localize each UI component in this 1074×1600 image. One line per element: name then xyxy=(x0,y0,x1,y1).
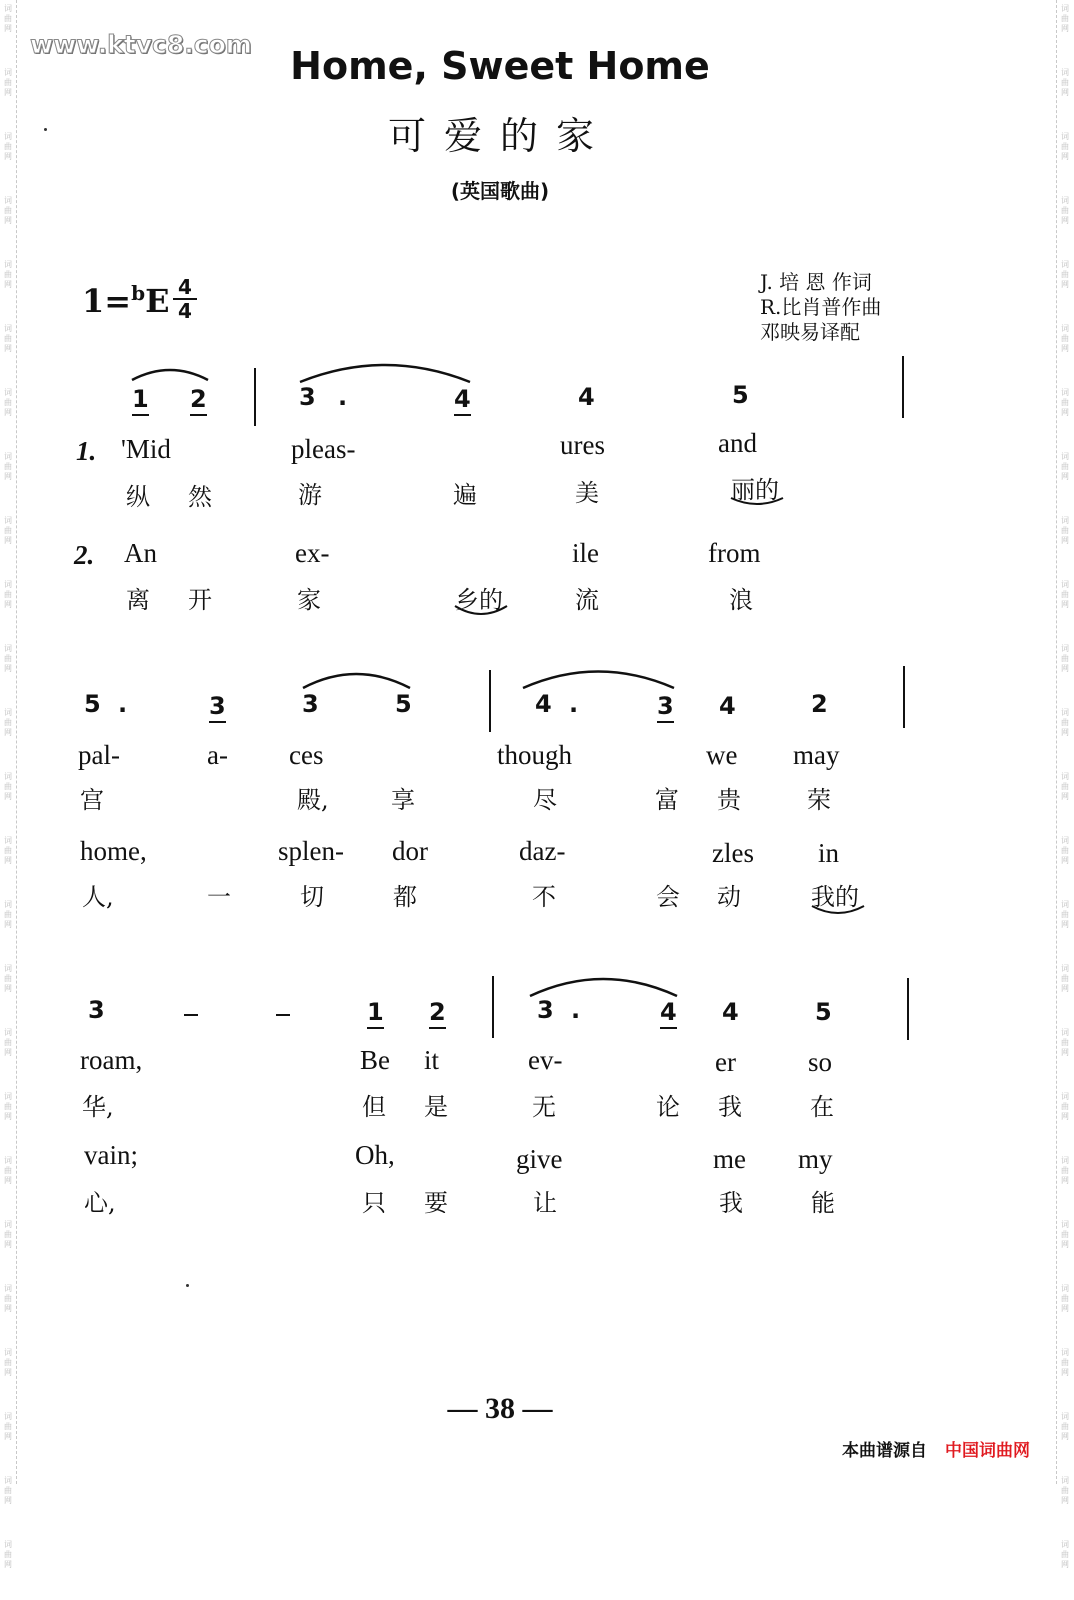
side-watermark-text: 词 曲 网 xyxy=(4,388,12,417)
note: 3 xyxy=(657,692,674,723)
side-watermark-text: 词 曲 网 xyxy=(1061,836,1069,865)
side-watermark-text: 词 曲 网 xyxy=(4,1284,12,1313)
composer-credit: R.比肖普作曲 xyxy=(760,295,882,319)
lyric: splen- xyxy=(278,836,344,866)
note: 4 xyxy=(535,690,552,718)
lyric: 离 xyxy=(126,586,150,614)
side-watermark-text: 词 曲 网 xyxy=(1061,196,1069,225)
side-watermark-text: 词 曲 网 xyxy=(4,1028,12,1057)
lyric: ile xyxy=(572,538,599,568)
side-watermark-text: 词 曲 网 xyxy=(1061,1476,1069,1505)
lyric: ures xyxy=(560,430,605,460)
lyric: 享 xyxy=(391,786,415,814)
lyric: 美 xyxy=(575,479,599,507)
lyric: though xyxy=(497,740,573,770)
dotted-note-dot: . xyxy=(569,690,579,718)
slur xyxy=(530,979,677,996)
verse-number: 2. xyxy=(74,540,95,570)
lyric: 动 xyxy=(717,883,741,911)
side-watermark-text: 词 曲 网 xyxy=(1061,260,1069,289)
lyric: 游 xyxy=(298,481,322,509)
lyric: 让 xyxy=(533,1189,557,1217)
note: 3 xyxy=(537,996,554,1024)
side-watermark-text: 词 曲 网 xyxy=(1061,1220,1069,1249)
note: 5 xyxy=(84,690,101,718)
lyric: ces xyxy=(289,740,324,770)
lyric: dor xyxy=(392,836,428,866)
side-watermark-text: 词 曲 网 xyxy=(4,1476,12,1505)
lyric: my xyxy=(798,1144,833,1174)
lyric: pleas- xyxy=(291,434,356,464)
lyric: ex- xyxy=(295,538,330,568)
lyric: 'Mid xyxy=(121,434,171,464)
lyric: 贵 xyxy=(717,786,741,814)
side-watermark-text: 词 曲 网 xyxy=(1061,68,1069,97)
lyric: 只 xyxy=(362,1189,386,1217)
print-speck xyxy=(44,128,47,131)
lyric: vain; xyxy=(84,1140,138,1170)
side-watermark-text: 词 曲 网 xyxy=(1061,516,1069,545)
lyric: 在 xyxy=(810,1093,834,1121)
slur xyxy=(300,365,470,382)
note: 1 xyxy=(367,998,384,1029)
lyric: 心, xyxy=(84,1189,116,1217)
side-watermark-text: 词 曲 网 xyxy=(4,1220,12,1249)
side-watermark-text: 词 曲 网 xyxy=(4,964,12,993)
barline xyxy=(907,978,909,1040)
side-watermark-text: 词 曲 网 xyxy=(1061,4,1069,33)
lyric: daz- xyxy=(519,836,566,866)
lyric: 但 xyxy=(362,1093,386,1121)
lyric: 我 xyxy=(718,1093,742,1121)
lyric: 无 xyxy=(532,1093,556,1121)
dotted-note-dot: . xyxy=(118,690,128,718)
lyric: 遍 xyxy=(453,481,477,509)
barline xyxy=(902,356,904,418)
lyric: 要 xyxy=(424,1189,448,1217)
side-watermark-text: 词 曲 网 xyxy=(1061,772,1069,801)
lyric: roam, xyxy=(80,1045,143,1075)
lyric: 都 xyxy=(393,883,417,911)
note: 1 xyxy=(132,385,149,416)
lyric: 是 xyxy=(424,1093,448,1121)
lyric: 纵 xyxy=(126,483,150,511)
lyric: so xyxy=(808,1047,833,1077)
translator-credit: 邓映易译配 xyxy=(760,320,860,344)
lyric: 能 xyxy=(811,1189,835,1217)
verse-number: 1. xyxy=(76,436,97,466)
lyric: 家 xyxy=(297,586,321,614)
note: 3 xyxy=(299,383,316,411)
side-watermark-text: 词 曲 网 xyxy=(4,644,12,673)
slur xyxy=(303,674,410,688)
song-title-chinese: 可爱的家 xyxy=(387,114,612,158)
key-signature: 1=$^b$E xyxy=(82,281,170,320)
lyricist-credit: J. 培 恩 作词 xyxy=(760,270,872,294)
side-watermark-text: 词 曲 网 xyxy=(4,4,12,33)
page-number: — 38 — xyxy=(447,1392,553,1425)
lyric: er xyxy=(715,1047,736,1077)
side-watermark-text: 词 曲 网 xyxy=(4,1540,12,1569)
source-credit xyxy=(842,1436,1030,1461)
lyric: Oh, xyxy=(355,1140,395,1170)
lyric: 华, xyxy=(82,1093,114,1121)
source-site-link[interactable]: 中国词曲网 xyxy=(945,1441,1030,1461)
side-watermark-text: 词 曲 网 xyxy=(4,196,12,225)
lyric: me xyxy=(713,1144,746,1174)
lyric: 会 xyxy=(656,883,680,911)
side-watermark-text: 词 曲 网 xyxy=(4,708,12,737)
lyric: 浪 xyxy=(729,586,753,614)
lyric: it xyxy=(424,1045,440,1075)
lyric: pal- xyxy=(78,740,120,770)
note: 5 xyxy=(815,998,832,1026)
source-label: 本曲谱源自 xyxy=(842,1441,927,1461)
side-watermark-text: 词 曲 网 xyxy=(4,132,12,161)
side-watermark-text: 词 曲 网 xyxy=(1061,900,1069,929)
lyric: 乡的 xyxy=(455,586,503,614)
lyric: give xyxy=(516,1144,563,1174)
side-watermark-text: 词 曲 网 xyxy=(1061,1412,1069,1441)
side-watermark-text: 词 曲 网 xyxy=(4,772,12,801)
lyric: 流 xyxy=(575,586,599,614)
lyric: 人, xyxy=(82,883,114,911)
lyric: 论 xyxy=(656,1093,680,1121)
song-title-english: Home, Sweet Home xyxy=(290,44,710,88)
side-watermark-text: 词 曲 网 xyxy=(4,1156,12,1185)
song-origin: (英国歌曲) xyxy=(450,179,550,203)
side-watermark-text: 词 曲 网 xyxy=(4,68,12,97)
lyric: 我的 xyxy=(811,883,859,911)
side-watermark-text: 词 曲 网 xyxy=(1061,388,1069,417)
lyric: 一 xyxy=(207,883,231,911)
lyric: 丽的 xyxy=(731,476,779,504)
side-watermark-text: 词 曲 网 xyxy=(1061,324,1069,353)
side-watermark-text: 词 曲 网 xyxy=(4,324,12,353)
lyric: Be xyxy=(360,1045,390,1075)
side-watermark-text: 词 曲 网 xyxy=(1061,580,1069,609)
note: 2 xyxy=(811,690,828,718)
lyric: ev- xyxy=(528,1045,563,1075)
print-speck xyxy=(186,1284,189,1287)
side-watermark-text: 词 曲 网 xyxy=(4,836,12,865)
side-watermark-text: 词 曲 网 xyxy=(1061,1348,1069,1377)
side-watermark-text: 词 曲 网 xyxy=(1061,1092,1069,1121)
note: 3 xyxy=(88,996,105,1024)
note: 2 xyxy=(429,998,446,1029)
side-watermark-text: 词 曲 网 xyxy=(1061,452,1069,481)
lyric: 开 xyxy=(188,586,212,614)
lyric: 切 xyxy=(300,883,324,911)
note: 3 xyxy=(209,692,226,723)
lyric: home, xyxy=(80,836,147,866)
note: 4 xyxy=(719,692,736,720)
side-watermark-text: 词 曲 网 xyxy=(1061,1156,1069,1185)
note: 4 xyxy=(660,998,677,1029)
site-watermark: www.ktvc8.com xyxy=(30,30,252,59)
side-watermark-text: 词 曲 网 xyxy=(4,1092,12,1121)
hold-dash xyxy=(276,1014,290,1016)
note: 4 xyxy=(722,998,739,1026)
lyric: from xyxy=(708,538,761,568)
lyric: zles xyxy=(712,838,754,868)
barline xyxy=(254,368,256,426)
note: 5 xyxy=(732,381,749,409)
note: 2 xyxy=(190,385,207,416)
barline xyxy=(903,666,905,728)
side-watermark-text: 词 曲 网 xyxy=(4,452,12,481)
note: 4 xyxy=(578,383,595,411)
lyric: may xyxy=(793,740,840,770)
lyric: 不 xyxy=(532,883,556,911)
slur xyxy=(132,370,208,380)
lyric: 富 xyxy=(655,786,679,814)
time-signature: 4 4 xyxy=(173,276,197,322)
side-watermark-text: 词 曲 网 xyxy=(4,580,12,609)
lyric: An xyxy=(124,538,157,568)
side-watermark-text: 词 曲 网 xyxy=(4,516,12,545)
side-watermark-text: 词 曲 网 xyxy=(4,1348,12,1377)
dotted-note-dot: . xyxy=(571,996,581,1024)
side-watermark-text: 词 曲 网 xyxy=(1061,1284,1069,1313)
dotted-note-dot: . xyxy=(338,383,348,411)
lyric: 尽 xyxy=(533,786,557,814)
lyric: 然 xyxy=(188,483,212,511)
lyric: and xyxy=(718,428,757,458)
side-watermark-text: 词 曲 网 xyxy=(1061,964,1069,993)
lyric: in xyxy=(818,838,840,868)
lyric: a- xyxy=(207,740,228,770)
side-watermark-text: 词 曲 网 xyxy=(4,1412,12,1441)
barline xyxy=(489,670,491,732)
lyric: 我 xyxy=(719,1189,743,1217)
lyric: 荣 xyxy=(807,786,831,814)
note: 3 xyxy=(302,690,319,718)
side-watermark-text: 词 曲 网 xyxy=(4,900,12,929)
barline xyxy=(492,976,494,1038)
slur xyxy=(523,672,674,689)
side-watermark-text: 词 曲 网 xyxy=(1061,708,1069,737)
side-watermark-text: 词 曲 网 xyxy=(1061,1540,1069,1569)
side-watermark-text: 词 曲 网 xyxy=(1061,132,1069,161)
hold-dash xyxy=(184,1014,198,1016)
side-watermark-text: 词 曲 网 xyxy=(1061,644,1069,673)
lyric: we xyxy=(706,740,738,770)
side-watermark-text: 词 曲 网 xyxy=(4,260,12,289)
lyric: 殿, xyxy=(297,786,329,814)
lyric: 宫 xyxy=(80,786,104,814)
side-watermark-text: 词 曲 网 xyxy=(1061,1028,1069,1057)
note: 5 xyxy=(395,690,412,718)
note: 4 xyxy=(454,385,471,416)
